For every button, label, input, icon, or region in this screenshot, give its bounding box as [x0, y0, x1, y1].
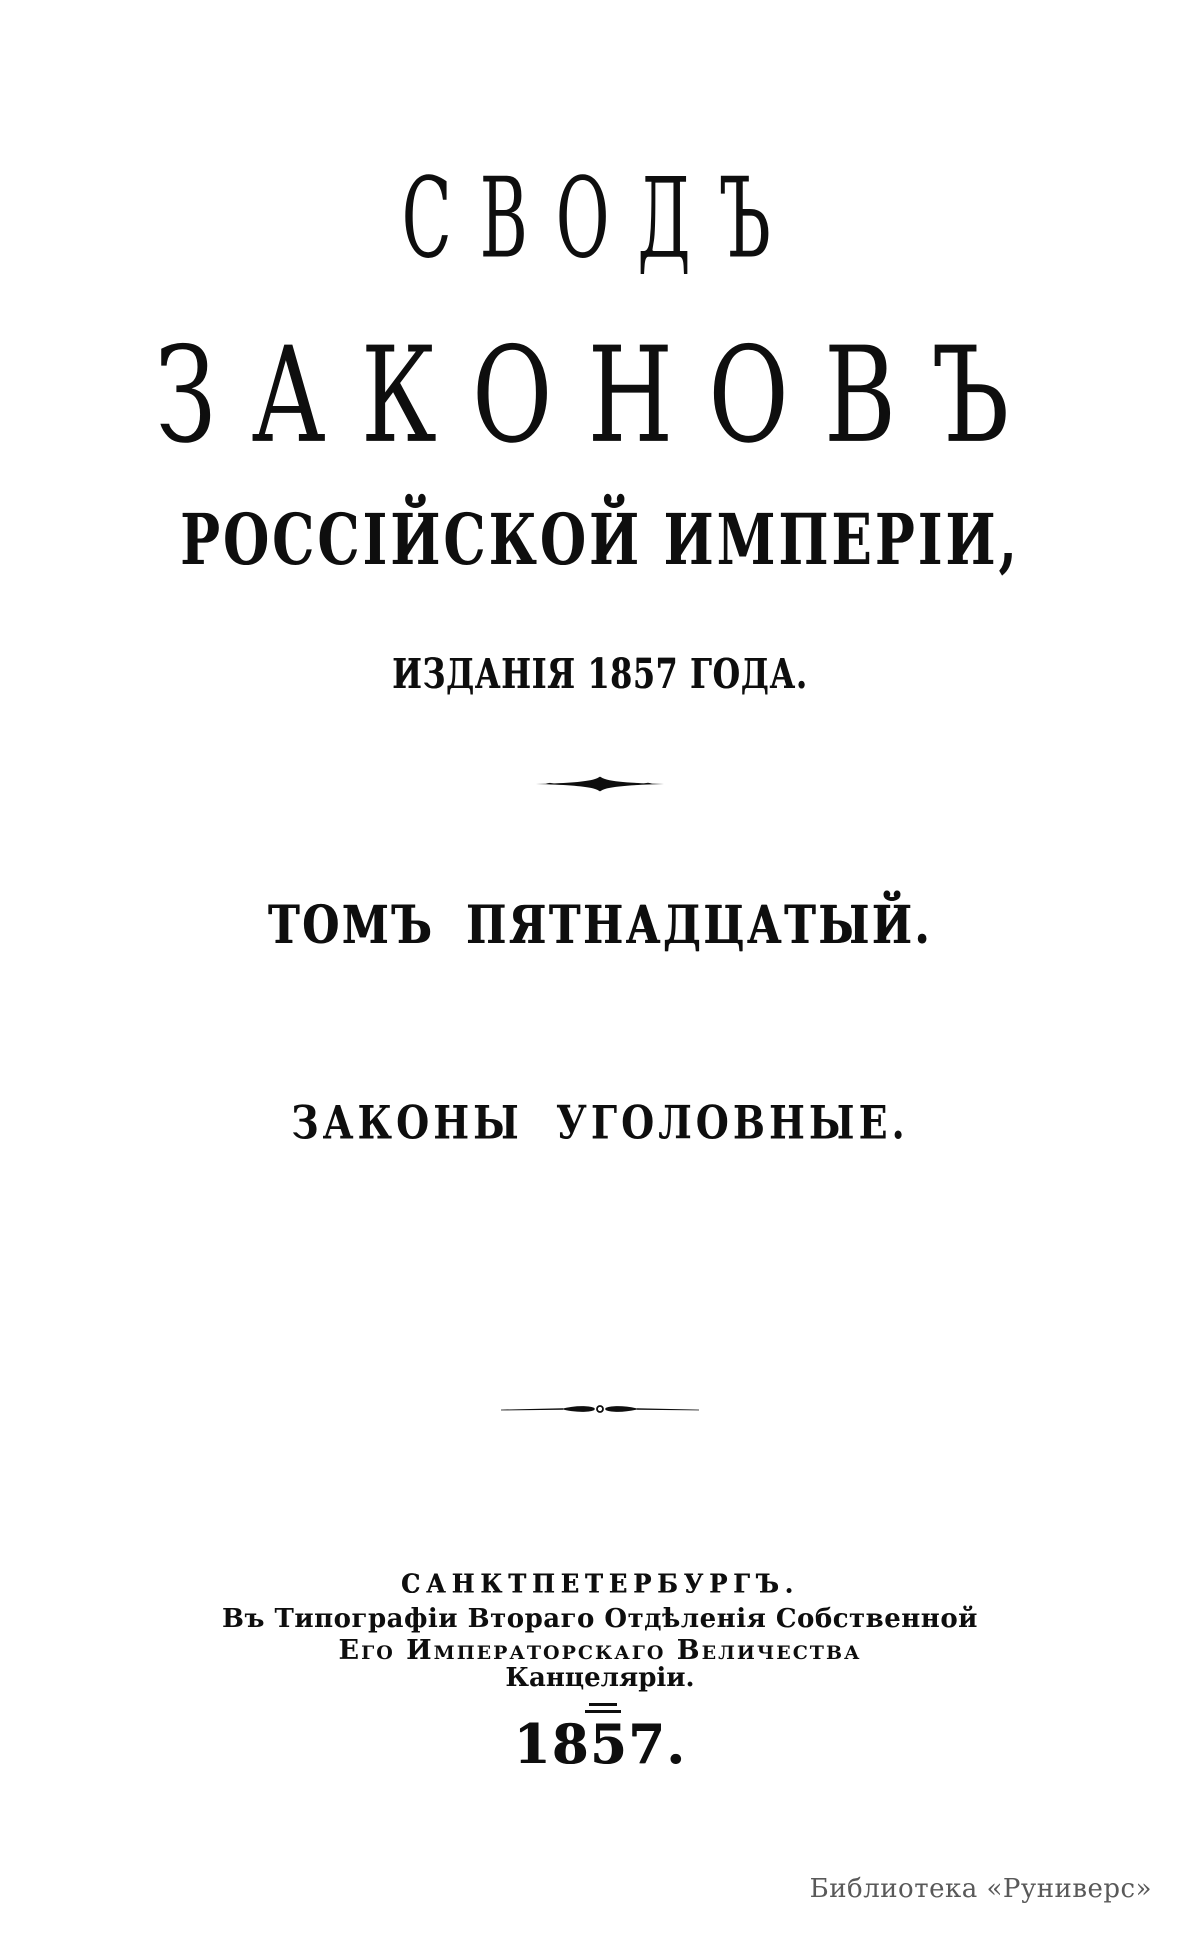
spindle-rule-ornament	[0, 776, 1200, 795]
imprint-year-line-text: 1857.	[513, 1712, 687, 1777]
section-line	[0, 1095, 1200, 1150]
imprint-publisher-line-1	[0, 1606, 1200, 1632]
edition-year-line-text: ИЗДАНІЯ 1857 ГОДА.	[392, 650, 808, 700]
edition-year-line	[0, 650, 1200, 700]
book-title-word-zakonov-text: ЗАКОНОВЪ	[155, 318, 1045, 473]
subtitle-russian-empire	[0, 498, 1200, 582]
book-title-word-zakonov	[0, 318, 1200, 473]
book-title-word-svod	[0, 154, 1200, 283]
imprint-publisher-line-2-text: Его Императорскаго Величества	[338, 1635, 862, 1666]
imprint-publisher-line-3-text: Канцеляріи.	[505, 1663, 695, 1693]
spindle-rule-icon	[536, 776, 664, 792]
book-title-word-svod-text: СВОДЪ	[401, 154, 799, 283]
imprint-year-line	[0, 1712, 1200, 1777]
imprint-publisher-line-2	[0, 1637, 1200, 1664]
imprint-publisher-line-1-text: Въ Типографіи Втораго Отдѣленія Собственной	[222, 1604, 978, 1634]
imprint-city-line	[0, 1567, 1200, 1600]
imprint-publisher-line-3	[0, 1665, 1200, 1691]
double-dash-top-bar	[589, 1703, 617, 1706]
runivers-library-watermark: Библиотека «Руниверс»	[809, 1874, 1152, 1904]
section-line-text: ЗАКОНЫ УГОЛОВНЫЕ.	[291, 1095, 909, 1150]
knot-rule-ornament	[0, 1402, 1200, 1421]
knot-rule-icon	[501, 1402, 699, 1416]
subtitle-russian-empire-text: РОССІЙСКОЙ ИМПЕРІИ,	[180, 498, 1020, 582]
volume-line	[0, 894, 1200, 956]
volume-line-text: ТОМЪ ПЯТНАДЦАТЫЙ.	[267, 894, 933, 956]
imprint-city-line-text: САНКТПЕТЕРБУРГЪ.	[400, 1567, 800, 1600]
